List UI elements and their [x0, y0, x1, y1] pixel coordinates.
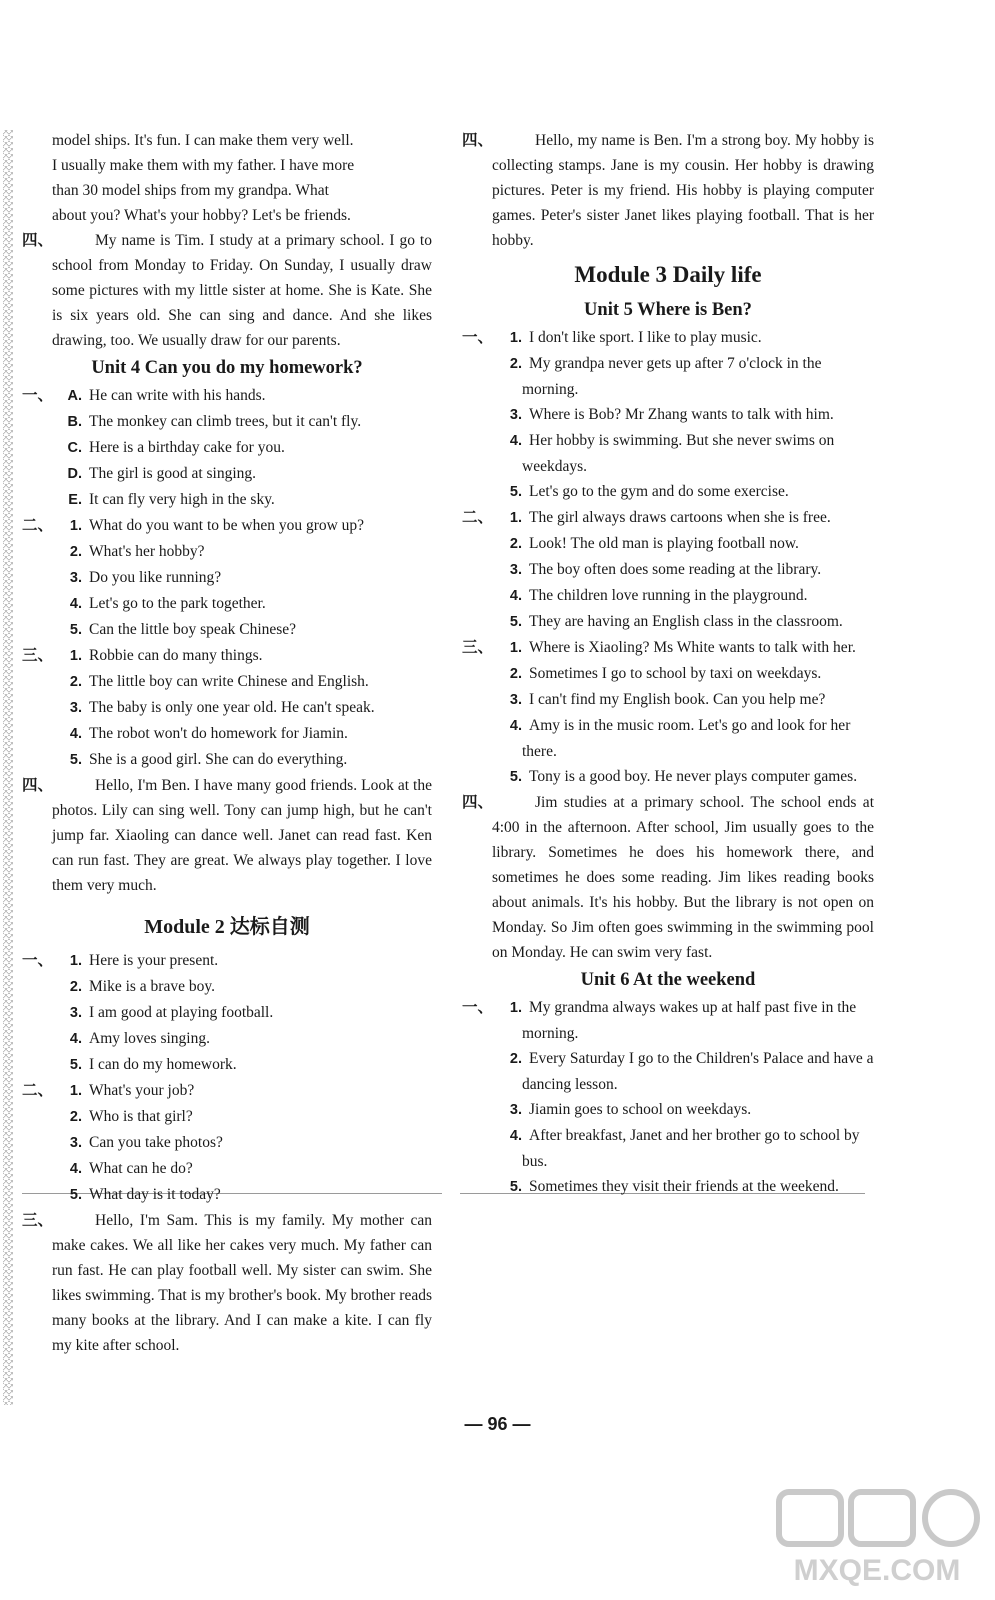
list-item — [492, 583, 874, 609]
item-number: 3. — [509, 562, 522, 578]
section-label: 一、 — [462, 999, 494, 1016]
list-item — [492, 531, 874, 557]
item-text: They are having an English class in the classroom. — [529, 613, 843, 630]
item-number: 4. — [69, 1031, 82, 1047]
section-label: 四、 — [462, 132, 494, 149]
watermark-logo — [767, 1484, 987, 1594]
passage-line: model ships. It's fun. I can make them very well. — [52, 132, 354, 149]
list-item — [52, 695, 432, 721]
item-text: The little boy can write Chinese and English. — [89, 673, 369, 690]
list-item — [52, 1052, 432, 1078]
item-text: Look! The old man is playing football now. — [529, 535, 799, 552]
item-text: Jiamin goes to school on weekdays. — [529, 1101, 752, 1118]
list-item — [52, 1156, 432, 1182]
item-text: Every Saturday I go to the Children's Palace and have a dancing lesson. — [522, 1050, 874, 1093]
list-item — [52, 461, 432, 487]
item-text: The boy often does some reading at the library. — [529, 561, 822, 578]
list-item — [492, 1046, 874, 1097]
item-number: 3. — [69, 700, 82, 716]
left-column — [22, 128, 432, 1358]
list-item — [492, 351, 874, 402]
item-number: 4. — [69, 596, 82, 612]
list-item — [492, 635, 874, 661]
item-text: The girl always draws cartoons when she is free. — [529, 509, 831, 526]
item-text: The monkey can climb trees, but it can't fly. — [89, 413, 362, 430]
item-text: Where is Xiaoling? Ms White wants to talk with her. — [529, 639, 856, 656]
section-label: 三、 — [22, 647, 54, 664]
item-number: 2. — [509, 1051, 522, 1067]
item-text: She is a good girl. She can do everything. — [89, 751, 348, 768]
item-number: 5. — [509, 484, 522, 500]
list-item — [492, 1174, 874, 1200]
page-number: — 96 — — [464, 1414, 531, 1434]
item-text: Let's go to the gym and do some exercise. — [529, 483, 789, 500]
item-text: The children love running in the playground. — [529, 587, 808, 604]
item-text: What do you want to be when you grow up? — [89, 517, 365, 534]
item-number: 4. — [509, 1128, 522, 1144]
list-item — [492, 995, 874, 1046]
list-item — [52, 487, 432, 513]
item-text: Can you take photos? — [89, 1134, 223, 1151]
passage-text: Hello, I'm Sam. This is my family. My mother can make cakes. We all like her cakes very much. My father can run fast. He can play football well. My sister can swim. She likes swimming. That is my brother's book. My brother reads many books at the library. And I can make a kite. I can fly my kite after school. — [52, 1212, 432, 1354]
list-item — [52, 383, 432, 409]
passage-section — [22, 1208, 432, 1358]
list-item — [52, 669, 432, 695]
item-number: 1. — [509, 330, 522, 346]
list-item — [52, 617, 432, 643]
item-text: Here is a birthday cake for you. — [89, 439, 285, 456]
item-text: It can fly very high in the sky. — [89, 491, 275, 508]
section-label: 二、 — [22, 517, 54, 534]
list-item — [492, 325, 874, 351]
list-item — [52, 1182, 432, 1208]
module-title: Module 2 达标自测 — [144, 916, 310, 938]
item-number: 2. — [509, 666, 522, 682]
item-number: 5. — [69, 752, 82, 768]
unit-title: Unit 6 At the weekend — [580, 970, 756, 990]
item-number: 2. — [69, 544, 82, 560]
list-item — [492, 505, 874, 531]
item-number: 1. — [69, 518, 82, 534]
item-number: 5. — [69, 622, 82, 638]
item-text: I am good at playing football. — [89, 1004, 274, 1021]
numbered-section — [22, 643, 432, 773]
item-text: He can write with his hands. — [89, 387, 266, 404]
item-number: 2. — [69, 1109, 82, 1125]
item-number: D. — [67, 466, 82, 482]
item-text: Sometimes they visit their friends at the weekend. — [529, 1178, 839, 1195]
item-number: 4. — [69, 726, 82, 742]
item-number: 3. — [509, 407, 522, 423]
item-number: 5. — [509, 769, 522, 785]
item-number: A. — [67, 388, 82, 404]
list-item — [492, 557, 874, 583]
numbered-section — [462, 505, 874, 635]
list-item — [492, 402, 874, 428]
list-item — [492, 479, 874, 505]
item-number: 1. — [509, 1000, 522, 1016]
passage-section — [22, 773, 432, 898]
item-text: Sometimes I go to school by taxi on weekdays. — [529, 665, 822, 682]
item-text: After breakfast, Janet and her brother go to school by bus. — [522, 1127, 860, 1170]
section-label: 三、 — [462, 639, 494, 656]
section-label: 一、 — [22, 952, 54, 969]
item-text: Her hobby is swimming. But she never swims on weekdays. — [522, 432, 835, 475]
item-text: Tony is a good boy. He never plays computer games. — [529, 768, 858, 785]
item-text: Do you like running? — [89, 569, 222, 586]
list-item — [492, 609, 874, 635]
item-text: Mike is a brave boy. — [89, 978, 215, 995]
list-item — [52, 1130, 432, 1156]
binding-edge — [3, 130, 13, 1405]
item-text: What can he do? — [89, 1160, 193, 1177]
numbered-section — [462, 995, 874, 1200]
item-text: Where is Bob? Mr Zhang wants to talk with him. — [529, 406, 834, 423]
item-number: 5. — [69, 1057, 82, 1073]
list-item — [492, 713, 874, 764]
item-text: The robot won't do homework for Jiamin. — [89, 725, 348, 742]
item-text: My grandpa never gets up after 7 o'clock in the morning. — [522, 355, 822, 398]
list-item — [52, 591, 432, 617]
list-item — [52, 1078, 432, 1104]
item-text: What's your job? — [89, 1082, 195, 1099]
item-text: I can do my homework. — [89, 1056, 237, 1073]
item-number: 5. — [509, 1179, 522, 1195]
passage-text: Jim studies at a primary school. The school ends at 4:00 in the afternoon. After school, Jim usually goes to the library. Sometimes he does his homework there, and sometimes he does some reading. Jim likes reading books about animals. It's his hobby. But the library is not open on Monday. So Jim often goes swimming in the swimming pool on Monday. He can swim very fast. — [492, 794, 874, 961]
section-label: 三、 — [22, 1212, 54, 1229]
item-number: E. — [68, 492, 82, 508]
passage-text: Hello, my name is Ben. I'm a strong boy. My hobby is collecting stamps. Jane is my cousin. Her hobby is drawing pictures. Peter is my friend. His hobby is playing computer games. Peter's sister Janet likes playing football. That is her hobby. — [492, 132, 874, 249]
item-number: 5. — [509, 614, 522, 630]
unit-title: Unit 4 Can you do my homework? — [91, 358, 363, 378]
item-text: My grandma always wakes up at half past five in the morning. — [522, 999, 857, 1042]
passage-section — [462, 128, 874, 253]
list-item — [52, 435, 432, 461]
numbered-section — [22, 383, 432, 513]
item-text: Amy loves singing. — [89, 1030, 210, 1047]
list-item — [492, 1097, 874, 1123]
item-number: 3. — [69, 1005, 82, 1021]
item-number: 1. — [509, 510, 522, 526]
item-number: 3. — [69, 1135, 82, 1151]
item-number: 4. — [69, 1161, 82, 1177]
item-number: C. — [67, 440, 82, 456]
list-item — [492, 687, 874, 713]
item-text: I can't find my English book. Can you help me? — [529, 691, 826, 708]
section-label: 二、 — [22, 1082, 54, 1099]
list-item — [52, 409, 432, 435]
item-number: 2. — [69, 979, 82, 995]
list-item — [52, 1000, 432, 1026]
list-item — [492, 1123, 874, 1174]
item-number: B. — [67, 414, 82, 430]
numbered-section — [22, 513, 432, 643]
list-item — [52, 513, 432, 539]
item-text: What's her hobby? — [89, 543, 205, 560]
item-number: 1. — [69, 953, 82, 969]
item-number: 3. — [69, 570, 82, 586]
list-item — [52, 747, 432, 773]
list-item — [52, 643, 432, 669]
section-label: 四、 — [462, 794, 494, 811]
item-text: Can the little boy speak Chinese? — [89, 621, 297, 638]
item-number: 1. — [69, 648, 82, 664]
item-number: 2. — [509, 536, 522, 552]
passage-text: Hello, I'm Ben. I have many good friends. Look at the photos. Lily can sing well. Tony can jump high, but he can't jump far. Xiaoling can dance well. Janet can read fast. Ken can run fast. They are great. We always play together. I love them very much. — [52, 777, 432, 894]
section-label: 一、 — [22, 387, 54, 404]
item-text: Here is your present. — [89, 952, 219, 969]
passage-line: about you? What's your hobby? Let's be friends. — [52, 207, 351, 224]
list-item — [52, 539, 432, 565]
list-item — [492, 661, 874, 687]
numbered-section — [22, 948, 432, 1078]
list-item — [52, 565, 432, 591]
item-text: Robbie can do many things. — [89, 647, 263, 664]
item-text: The girl is good at singing. — [89, 465, 257, 482]
numbered-section — [22, 1078, 432, 1208]
list-item — [52, 948, 432, 974]
item-text: I don't like sport. I like to play music. — [529, 329, 762, 346]
item-number: 3. — [509, 1102, 522, 1118]
passage-line: I usually make them with my father. I have more — [52, 157, 355, 174]
item-number: 4. — [509, 718, 522, 734]
list-item — [52, 974, 432, 1000]
list-item — [52, 1026, 432, 1052]
passage-line: than 30 model ships from my grandpa. What — [52, 182, 329, 199]
item-number: 1. — [69, 1083, 82, 1099]
section-label: 四、 — [22, 232, 54, 249]
item-number: 3. — [509, 692, 522, 708]
item-text: Let's go to the park together. — [89, 595, 266, 612]
section-label: 二、 — [462, 509, 494, 526]
numbered-section — [462, 635, 874, 790]
section-label: 四、 — [22, 777, 54, 794]
list-item — [492, 428, 874, 479]
item-number: 4. — [509, 433, 522, 449]
item-text: The baby is only one year old. He can't speak. — [89, 699, 375, 716]
item-text: What day is it today? — [89, 1186, 221, 1203]
item-number: 1. — [509, 640, 522, 656]
list-item — [52, 721, 432, 747]
watermark-text: MXQE.COM — [793, 1554, 961, 1587]
section-label: 一、 — [462, 329, 494, 346]
unit-title: Unit 5 Where is Ben? — [584, 300, 752, 320]
right-column — [462, 128, 874, 1200]
list-item — [52, 1104, 432, 1130]
module-title: Module 3 Daily life — [574, 262, 762, 287]
item-number: 2. — [509, 356, 522, 372]
item-number: 4. — [509, 588, 522, 604]
item-number: 2. — [69, 674, 82, 690]
list-item — [492, 764, 874, 790]
passage-section — [22, 228, 432, 353]
item-text: Who is that girl? — [89, 1108, 193, 1125]
numbered-section — [462, 325, 874, 505]
item-text: Amy is in the music room. Let's go and look for her there. — [522, 717, 851, 760]
item-number: 5. — [69, 1187, 82, 1203]
passage-text: My name is Tim. I study at a primary school. I go to school from Monday to Friday. On Sunday, I usually draw some pictures with my little sister at home. She is Kate. She is six years old. She can sing and dance. And she likes drawing, too. We usually draw for our parents. — [52, 232, 432, 349]
passage-section — [462, 790, 874, 965]
